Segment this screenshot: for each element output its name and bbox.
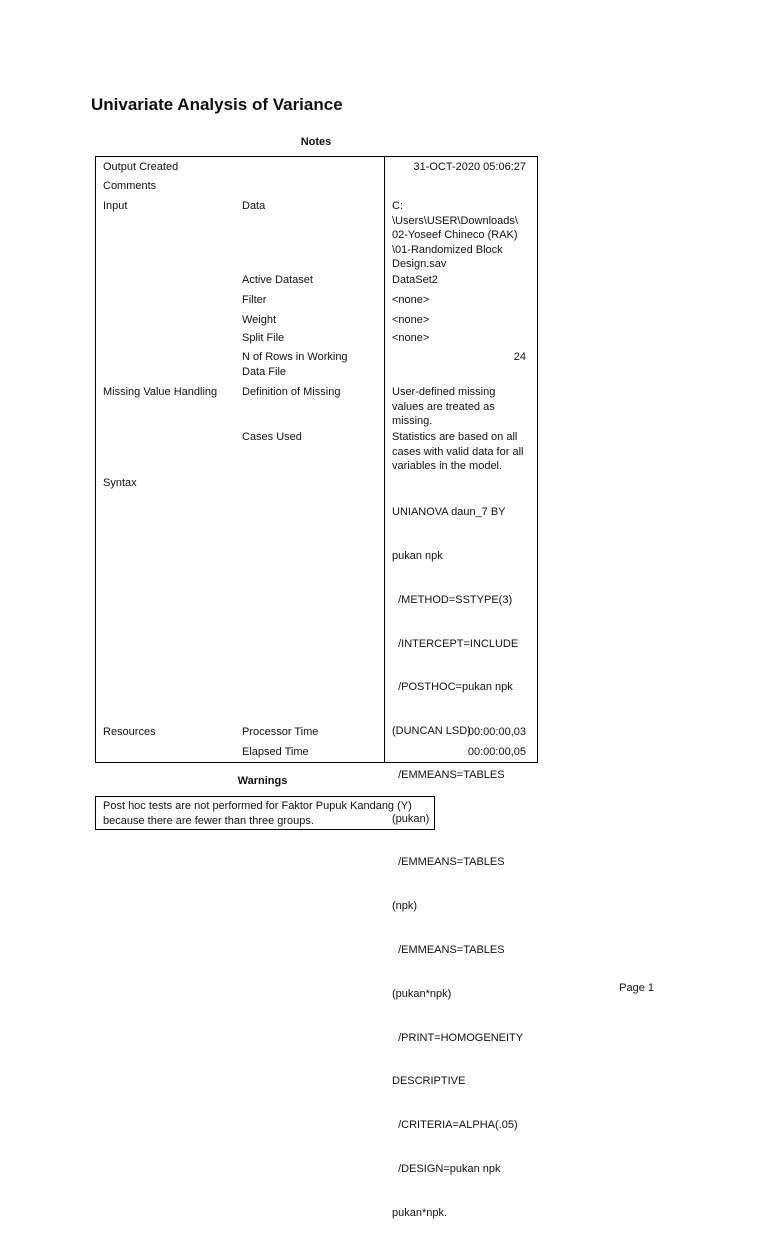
processor-time-label: Processor Time bbox=[242, 726, 319, 738]
syntax-line: DESCRIPTIVE bbox=[392, 1075, 466, 1088]
definition-of-missing-value bbox=[392, 385, 495, 429]
split-file-value: <none> bbox=[392, 332, 430, 344]
n-rows-label-line: Data File bbox=[242, 365, 287, 378]
syntax-line: pukan*npk. bbox=[392, 1206, 448, 1219]
cases-used-line: variables in the model. bbox=[392, 460, 503, 473]
data-value-line: C: bbox=[392, 200, 403, 212]
warnings-title: Warnings bbox=[237, 775, 288, 787]
syntax-line: /INTERCEPT=INCLUDE bbox=[392, 637, 519, 650]
definition-of-missing-label: Definition of Missing bbox=[242, 386, 341, 398]
cases-used-line: cases with valid data for all bbox=[392, 445, 524, 458]
definition-line: values are treated as bbox=[392, 400, 495, 413]
cases-used-label: Cases Used bbox=[242, 431, 302, 443]
weight-value: <none> bbox=[392, 314, 430, 326]
n-rows-label-line: N of Rows in Working bbox=[242, 351, 348, 363]
syntax-line: pukan npk bbox=[392, 549, 443, 562]
warning-line: because there are fewer than three groups. bbox=[103, 814, 314, 827]
syntax-line: (pukan*npk) bbox=[392, 987, 452, 1000]
active-dataset-label: Active Dataset bbox=[242, 274, 313, 286]
syntax-value bbox=[392, 476, 523, 1235]
column-divider bbox=[384, 156, 385, 763]
syntax-line: (DUNCAN LSD) bbox=[392, 725, 471, 738]
data-value-line: 02-Yoseef Chineco (RAK) bbox=[392, 229, 518, 242]
data-value-line: \01-Randomized Block bbox=[392, 243, 503, 256]
active-dataset-value: DataSet2 bbox=[392, 274, 438, 286]
cases-used-value bbox=[392, 430, 523, 474]
warnings-text bbox=[103, 799, 412, 828]
cases-used-line: Statistics are based on all bbox=[392, 431, 518, 443]
elapsed-time-label: Elapsed Time bbox=[242, 746, 309, 758]
resources-label: Resources bbox=[103, 726, 156, 738]
data-value-line: Design.sav bbox=[392, 258, 447, 271]
syntax-line: /EMMEANS=TABLES bbox=[392, 768, 505, 781]
n-rows-value: 24 bbox=[513, 351, 526, 363]
syntax-label: Syntax bbox=[103, 477, 137, 489]
syntax-line: UNIANOVA daun_7 BY bbox=[392, 506, 506, 519]
syntax-line: /DESIGN=pukan npk bbox=[392, 1162, 501, 1175]
output-created-label: Output Created bbox=[103, 161, 179, 173]
input-label: Input bbox=[103, 200, 128, 212]
weight-label: Weight bbox=[242, 314, 277, 326]
warning-line: Post hoc tests are not performed for Faktor Pupuk Kandang (Y) bbox=[103, 800, 412, 812]
output-created-value: 31-OCT-2020 05:06:27 bbox=[413, 161, 526, 173]
page-number: Page 1 bbox=[619, 982, 654, 994]
processor-time-value: 00:00:00,03 bbox=[467, 726, 526, 738]
syntax-line: /PRINT=HOMOGENEITY bbox=[392, 1031, 524, 1044]
syntax-line: (pukan) bbox=[392, 812, 430, 825]
syntax-line: /METHOD=SSTYPE(3) bbox=[392, 593, 513, 606]
n-rows-label bbox=[242, 350, 348, 379]
data-label: Data bbox=[242, 200, 266, 212]
syntax-line: (npk) bbox=[392, 900, 418, 913]
filter-value: <none> bbox=[392, 294, 430, 306]
split-file-label: Split File bbox=[242, 332, 285, 344]
syntax-line: /EMMEANS=TABLES bbox=[392, 944, 505, 956]
missing-value-handling-label: Missing Value Handling bbox=[103, 386, 218, 398]
comments-label: Comments bbox=[103, 180, 157, 192]
definition-line: missing. bbox=[392, 415, 433, 428]
filter-label: Filter bbox=[242, 294, 267, 306]
syntax-line: /POSTHOC=pukan npk bbox=[392, 681, 513, 694]
page-title: Univariate Analysis of Variance bbox=[91, 95, 343, 114]
syntax-line: /EMMEANS=TABLES bbox=[392, 856, 505, 869]
definition-line: User-defined missing bbox=[392, 386, 496, 398]
syntax-line: /CRITERIA=ALPHA(.05) bbox=[392, 1119, 518, 1132]
elapsed-time-value: 00:00:00,05 bbox=[467, 746, 526, 758]
data-value bbox=[392, 199, 518, 272]
notes-title: Notes bbox=[300, 136, 332, 148]
data-value-line: \Users\USER\Downloads\ bbox=[392, 214, 518, 227]
